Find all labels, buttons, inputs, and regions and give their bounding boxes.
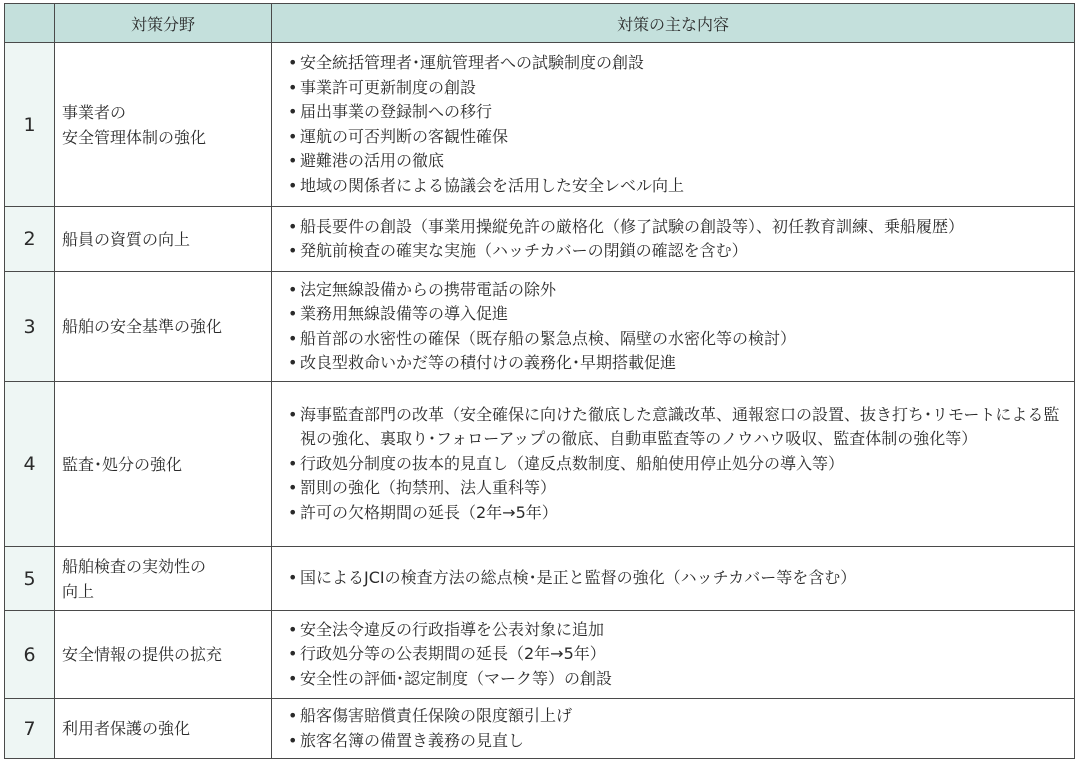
measure-item: • 船首部の水密性の確保（既存船の緊急点検、隔壁の水密化等の検討） [288, 327, 1068, 352]
content-cell [272, 611, 1075, 699]
header-content-cell: 対策の主な内容 [272, 4, 1075, 43]
row-number: 5 [5, 547, 55, 611]
row-number: 4 [5, 382, 55, 547]
measure-item: • 運航の可否判断の客観性確保 [288, 125, 1068, 150]
measure-item: • 安全統括管理者･運航管理者への試験制度の創設 [288, 51, 1068, 76]
header-field-cell: 対策分野 [55, 4, 272, 43]
field-label-line: 船舶検査の実効性の [62, 556, 207, 576]
table-row [5, 382, 1075, 547]
measure-list [288, 278, 1068, 376]
header-num-cell [5, 4, 55, 43]
row-number: 3 [5, 272, 55, 382]
table-row [5, 272, 1075, 382]
measure-item: • 届出事業の登録制への移行 [288, 100, 1068, 125]
content-cell [272, 272, 1075, 382]
measure-item: • 改良型救命いかだ等の積付けの義務化･早期搭載促進 [288, 351, 1068, 376]
field-cell [55, 43, 272, 207]
measure-list [288, 215, 1068, 264]
row-number: 2 [5, 207, 55, 272]
row-number: 7 [5, 699, 55, 759]
header-row [5, 4, 1075, 43]
measures-table-wrapper [4, 3, 1075, 759]
measure-item: • 業務用無線設備等の導入促進 [288, 302, 1068, 327]
measure-item: • 行政処分制度の抜本的見直し（違反点数制度、船舶使用停止処分の導入等） [288, 452, 1068, 477]
table-row [5, 43, 1075, 207]
measure-item: • 安全性の評価･認定制度（マーク等）の創設 [288, 667, 1068, 692]
measure-item: • 国によるJCIの検査方法の総点検･是正と監督の強化（ハッチカバー等を含む） [288, 566, 1068, 591]
field-label-line: 監査･処分の強化 [62, 454, 183, 474]
measure-list [288, 403, 1068, 526]
measure-list [288, 704, 1068, 753]
measures-table [4, 3, 1075, 759]
measure-item: • 許可の欠格期間の延長（2年→5年） [288, 501, 1068, 526]
field-cell [55, 382, 272, 547]
field-label-line: 向上 [62, 581, 95, 601]
content-cell [272, 382, 1075, 547]
field-label-line: 安全情報の提供の拡充 [62, 645, 223, 664]
measure-list [288, 566, 1068, 591]
content-cell [272, 207, 1075, 272]
measure-item: • 船長要件の創設（事業用操縦免許の厳格化（修了試験の創設等）、初任教育訓練、乗船履歴） [288, 215, 1068, 240]
measure-item: • 旅客名簿の備置き義務の見直し [288, 729, 1068, 754]
measure-item: • 法定無線設備からの携帯電話の除外 [288, 278, 1068, 303]
row-number: 1 [5, 43, 55, 207]
field-label-line: 船舶の安全基準の強化 [62, 317, 223, 336]
content-cell [272, 547, 1075, 611]
measure-item: • 発航前検査の確実な実施（ハッチカバーの閉鎖の確認を含む） [288, 239, 1068, 264]
field-label-line: 利用者保護の強化 [62, 719, 191, 738]
field-label-line: 安全管理体制の強化 [62, 127, 207, 147]
row-number: 6 [5, 611, 55, 699]
field-cell [55, 207, 272, 272]
measure-item: • 安全法令違反の行政指導を公表対象に追加 [288, 618, 1068, 643]
measure-item: • 海事監査部門の改革（安全確保に向けた徹底した意識改革、通報窓口の設置、抜き打ち･リモートによる監視の強化、裏取り･フォローアップの徹底、自動車監査等のノウハウ吸収、監査体制の強化等） [288, 403, 1068, 452]
measure-item: • 罰則の強化（拘禁刑、法人重科等） [288, 476, 1068, 501]
measure-list [288, 51, 1068, 198]
field-cell [55, 547, 272, 611]
content-cell [272, 43, 1075, 207]
table-row [5, 699, 1075, 759]
field-cell [55, 699, 272, 759]
field-cell [55, 611, 272, 699]
field-label-line: 事業者の [62, 102, 127, 122]
measure-item: • 行政処分等の公表期間の延長（2年→5年） [288, 642, 1068, 667]
field-cell [55, 272, 272, 382]
measure-list [288, 618, 1068, 692]
measure-item: • 避難港の活用の徹底 [288, 149, 1068, 174]
table-row [5, 547, 1075, 611]
table-row [5, 207, 1075, 272]
measure-item: • 地域の関係者による協議会を活用した安全レベル向上 [288, 174, 1068, 199]
content-cell [272, 699, 1075, 759]
measure-item: • 事業許可更新制度の創設 [288, 76, 1068, 101]
measure-item: • 船客傷害賠償責任保険の限度額引上げ [288, 704, 1068, 729]
table-row [5, 611, 1075, 699]
field-label-line: 船員の資質の向上 [62, 229, 191, 249]
